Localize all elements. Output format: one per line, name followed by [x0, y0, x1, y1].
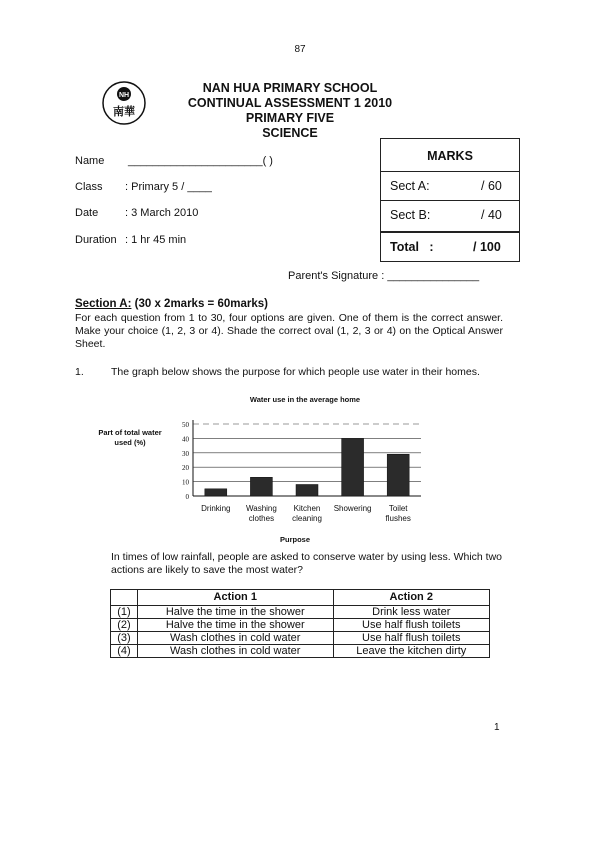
option-action2: Drink less water: [333, 606, 489, 619]
option-action1: Halve the time in the shower: [138, 619, 334, 632]
date-value: : 3 March 2010: [125, 207, 199, 219]
logo-text: 南華: [113, 105, 135, 118]
footer-page-number: 1: [494, 722, 500, 733]
bar: [296, 484, 318, 496]
table-header-number: [111, 590, 138, 606]
bar-chart: [165, 410, 425, 550]
duration-label: Duration: [75, 234, 117, 246]
question-prompt: In times of low rainfall, people are asked to conserve water by using less. Which two actions are likely to save the most water?: [111, 551, 503, 576]
school-logo: [101, 80, 147, 126]
name-label: Name: [75, 155, 105, 167]
chart-ylabel: Part of total water used (%): [98, 428, 162, 447]
class-label: Class: [75, 181, 103, 193]
total-label: Total :: [390, 240, 434, 254]
name-field[interactable]: ______________________( ): [128, 155, 273, 167]
section-a-marks: (30 x 2marks = 60marks): [131, 298, 268, 310]
logo-mark: NH: [118, 92, 130, 99]
y-tick-label: 10: [182, 478, 189, 487]
option-action1: Wash clothes in cold water: [138, 632, 334, 645]
table-row[interactable]: [111, 619, 490, 632]
table-row[interactable]: [111, 606, 490, 619]
bar: [250, 477, 272, 496]
marks-box: [380, 138, 520, 262]
question-text: The graph below shows the purpose for which people use water in their homes.: [111, 366, 480, 378]
option-number: (4): [111, 645, 138, 658]
marks-title: MARKS: [427, 149, 473, 163]
bar: [387, 454, 409, 496]
exam-title: CONTINUAL ASSESSMENT 1 2010: [187, 96, 393, 110]
school-name: NAN HUA PRIMARY SCHOOL: [202, 81, 378, 95]
bar: [342, 438, 364, 496]
date-label: Date: [75, 207, 99, 219]
y-tick-label: 50: [182, 421, 189, 429]
x-tick-label: Toilet: [388, 504, 408, 513]
x-tick-label: Washing: [245, 504, 277, 513]
sect-b-label: Sect B:: [390, 208, 431, 222]
section-a-instructions: For each question from 1 to 30, four options are given. One of them is the correct answer. Make your choice (1, 2, 3 or 4). Shade the correct oval (1, 2, 3 or 4) on the Optical Answer Sheet.: [75, 312, 503, 350]
parent-signature[interactable]: Parent's Signature : _______________: [288, 270, 480, 282]
section-a-title: Section A:: [75, 298, 132, 310]
option-action1: Halve the time in the shower: [138, 606, 334, 619]
table-header-row: [111, 590, 490, 606]
x-tick-label: Drinking: [201, 504, 231, 513]
section-a-heading: [75, 298, 268, 310]
option-action2: Leave the kitchen dirty: [333, 645, 489, 658]
x-tick-label: Kitchen: [293, 504, 321, 513]
x-tick-label: clothes: [248, 514, 275, 523]
x-tick-label: flushes: [385, 514, 411, 523]
x-tick-label: Showering: [333, 504, 372, 513]
page-number: 87: [294, 44, 306, 55]
class-field[interactable]: : Primary 5 / ____: [125, 181, 212, 193]
table-row[interactable]: [111, 632, 490, 645]
option-action2: Use half flush toilets: [333, 632, 489, 645]
table-header-action2: Action 2: [333, 590, 489, 606]
chart-xlabel: Purpose: [280, 535, 311, 544]
y-tick-label: 0: [185, 493, 189, 501]
option-action1: Wash clothes in cold water: [138, 645, 334, 658]
option-number: (1): [111, 606, 138, 619]
sect-b-row: [381, 200, 519, 230]
level-title: PRIMARY FIVE: [245, 111, 335, 125]
table-row[interactable]: [111, 645, 490, 658]
total-value: / 100: [473, 240, 501, 254]
total-row: [381, 231, 519, 262]
option-number: (2): [111, 619, 138, 632]
options-table: [110, 589, 490, 658]
y-tick-label: 20: [182, 464, 189, 473]
bar: [205, 489, 227, 496]
subject-title: SCIENCE: [262, 126, 318, 140]
chart-title: Water use in the average home: [249, 395, 361, 404]
y-tick-label: 40: [182, 435, 189, 444]
sect-a-value: / 60: [481, 179, 502, 193]
sect-a-label: Sect A:: [390, 179, 430, 193]
sect-b-value: / 40: [481, 208, 502, 222]
duration-value: : 1 hr 45 min: [125, 234, 187, 246]
x-tick-label: cleaning: [292, 514, 322, 523]
table-header-action1: Action 1: [138, 590, 334, 606]
question-number: 1.: [75, 366, 84, 378]
y-tick-label: 30: [182, 449, 189, 458]
option-number: (3): [111, 632, 138, 645]
option-action2: Use half flush toilets: [333, 619, 489, 632]
sect-a-row: [381, 171, 519, 201]
